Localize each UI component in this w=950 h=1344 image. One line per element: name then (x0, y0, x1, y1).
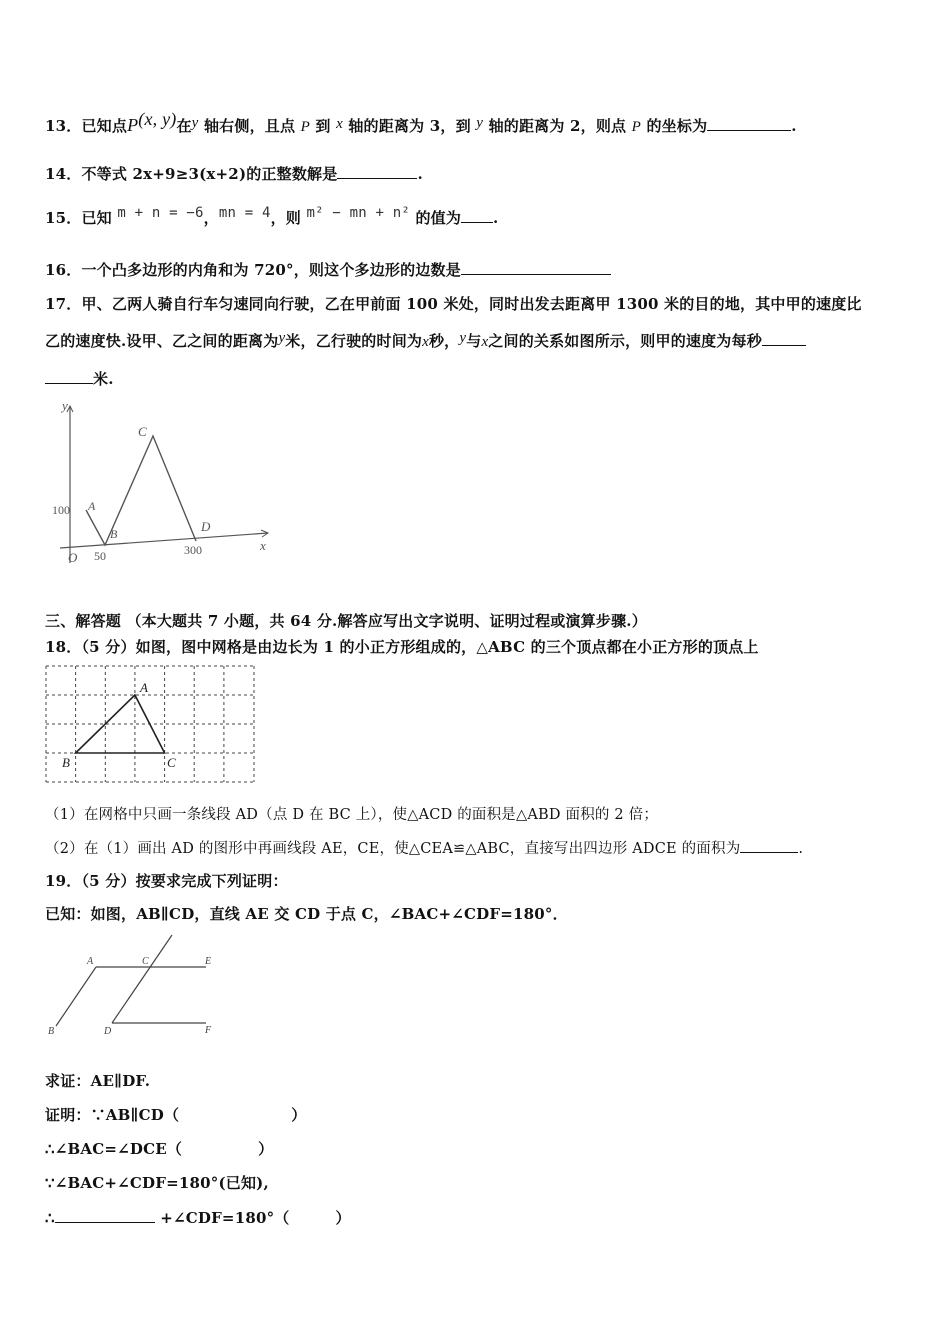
x-label: x (260, 538, 266, 553)
question-18: 18．（5 分）如图，图中网格是由边长为 1 的小正方形组成的，△ABC 的三个顶点都在小正方形的顶点上 (45, 638, 759, 656)
proof-step-3: ∵∠BAC+∠CDF=180°(已知), (45, 1174, 269, 1192)
answer-blank[interactable] (461, 262, 611, 275)
x-axis (60, 533, 268, 548)
question-19-given: 已知：如图，AB∥CD，直线 AE 交 CD 于点 C，∠BAC+∠CDF=180°． (45, 905, 568, 923)
question-14: 14．不等式 2x+9≥3(x+2)的正整数解是 . (45, 165, 423, 183)
question-17-line-3: 米. (45, 368, 114, 389)
tick-300: 300 (184, 543, 202, 557)
vertex-A-label: A (140, 680, 148, 695)
question-17-line-2: 乙的速度快.设甲、乙之间的距离为y米，乙行驶的时间为x秒，y与x之间的关系如图所示，则甲的速度为每秒 (45, 330, 806, 351)
point-B-label: B (110, 527, 118, 541)
question-13: 13．已知点P(x, y)在y 轴右侧，且点 P 到 x 轴的距离为 3，到 y 轴的距离为 2，则点 P 的坐标为 . (45, 109, 797, 135)
question-16: 16．一个凸多边形的内角和为 720°，则这个多边形的边数是 (45, 259, 611, 280)
answer-blank[interactable] (762, 333, 806, 346)
proof-step-2: ∴∠BAC=∠DCE（ ） (45, 1140, 274, 1158)
question-17-line-1: 17．甲、乙两人骑自行车匀速同向行驶，乙在甲前面 100 米处，同时出发去距离甲 1300 米的目的地，其中甲的速度比 (45, 295, 862, 313)
section-3-heading: 三、解答题 （本大题共 7 小题，共 64 分.解答应写出文字说明、证明过程或演算步骤.） (45, 612, 647, 630)
answer-blank[interactable] (337, 166, 417, 179)
parallel-lines-figure (44, 930, 224, 1040)
answer-blank[interactable] (461, 210, 493, 223)
distance-time-graph (50, 398, 280, 578)
point-D-label: D (104, 1026, 112, 1037)
point-C-label: C (142, 956, 149, 967)
vertex-B-label: B (62, 755, 70, 770)
origin-label: O (68, 550, 78, 565)
line-through-C-D (112, 935, 172, 1023)
point-F-label: F (205, 1025, 212, 1036)
point-D-label: D (201, 519, 211, 534)
answer-blank[interactable] (45, 371, 93, 384)
question-18-part-1: （1）在网格中只画一条线段 AD（点 D 在 BC 上），使△ACD 的面积是△ABD 面积的 2 倍； (45, 807, 659, 823)
point-A-label: A (87, 956, 94, 967)
y-label: y (62, 398, 68, 413)
answer-blank[interactable] (707, 118, 791, 131)
proof-step-4: ∴ +∠CDF=180°（ ） (45, 1209, 351, 1227)
vertex-C-label: C (167, 755, 176, 770)
point-E-label: E (205, 956, 212, 967)
proof-step-1: 证明：∵AB∥CD（ ） (45, 1106, 307, 1124)
question-18-part-2: （2）在（1）画出 AD 的图形中再画线段 AE，CE，使△CEA≌△ABC，直接写出四边形 ADCE 的面积为 . (45, 841, 804, 857)
tick-100: 100 (52, 503, 70, 517)
question-19: 19．（5 分）按要求完成下列证明： (45, 872, 288, 890)
graph-polyline (86, 436, 196, 545)
point-A-label: A (88, 499, 96, 513)
question-19-prove: 求证：AE∥DF. (45, 1072, 151, 1090)
question-15: 15．已知 m + n = −6，mn = 4，则 m² − mn + n² 的值为 . (45, 205, 499, 227)
answer-blank[interactable] (55, 1210, 155, 1223)
point-B-label: B (48, 1026, 55, 1037)
point-C-label: C (138, 424, 147, 439)
line-AB (56, 967, 96, 1026)
tick-50: 50 (94, 549, 106, 563)
answer-blank[interactable] (740, 840, 798, 853)
triangle-grid-figure (44, 663, 258, 787)
